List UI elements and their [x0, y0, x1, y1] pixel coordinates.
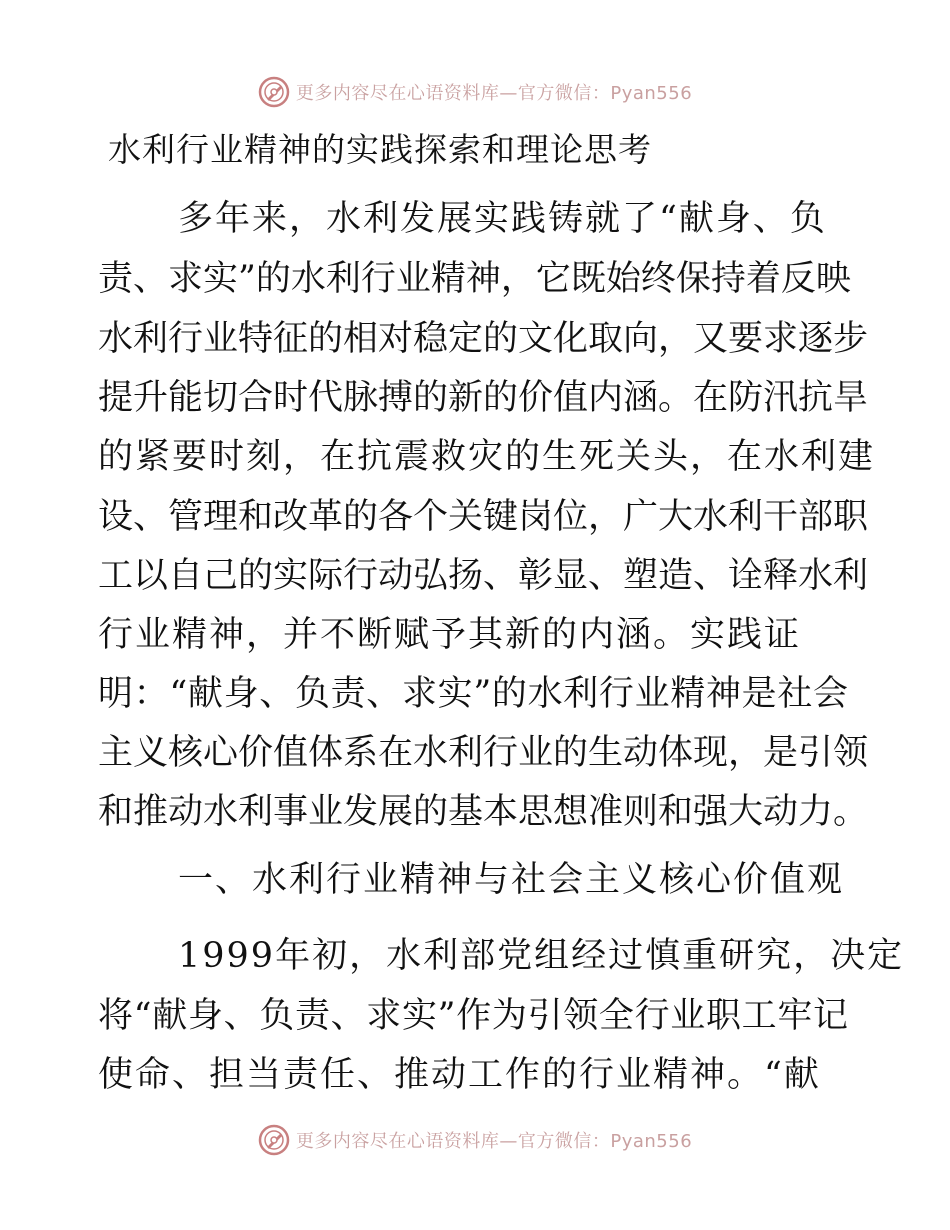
- section-heading: 一、水利行业精神与社会主义核心价值观: [178, 860, 845, 900]
- body-line: 主义核心价值体系在水利行业的生动体现，是引领: [98, 733, 869, 773]
- body-line: 行业精神，并不断赋予其新的内涵。实践证: [98, 615, 802, 655]
- body-line: 设、管理和改革的各个关键岗位，广大水利干部职: [98, 497, 869, 537]
- body-line: 水利行业特征的相对稳定的文化取向，又要求逐步: [98, 319, 869, 359]
- body-line: 责、求实”的水利行业精神，它既始终保持着反映: [98, 259, 851, 299]
- circular-stamp-logo-icon: [258, 76, 290, 108]
- body-line: 多年来，水利发展实践铸就了“献身、负: [178, 199, 827, 239]
- body-line: 使命、担当责任、推动工作的行业精神。“献: [98, 1055, 821, 1095]
- body-line: 将“献身、负责、求实”作为引领全行业职工牢记: [98, 996, 848, 1036]
- body-line: 和推动水利事业发展的基本思想准则和强大动力。: [98, 792, 869, 832]
- body-line: 工以自己的实际行动弘扬、彰显、塑造、诠释水利: [98, 556, 869, 596]
- watermark-text: 更多内容尽在心语资料库—官方微信：Pyan556: [295, 83, 693, 104]
- body-line: 1999年初，水利部党组经过慎重研究，决定: [178, 936, 905, 976]
- document-title: 水利行业精神的实践探索和理论思考: [108, 130, 652, 169]
- circular-stamp-logo-icon: [258, 1124, 290, 1156]
- watermark-banner-top: [0, 72, 950, 112]
- body-line: 提升能切合时代脉搏的新的价值内涵。在防汛抗旱: [98, 378, 869, 418]
- watermark-banner-bottom: [0, 1120, 950, 1160]
- body-line: 明：“献身、负责、求实”的水利行业精神是社会: [98, 674, 848, 714]
- watermark-text: 更多内容尽在心语资料库—官方微信：Pyan556: [295, 1131, 693, 1152]
- body-line: 的紧要时刻，在抗震救灾的生死关头，在水利建: [98, 437, 876, 477]
